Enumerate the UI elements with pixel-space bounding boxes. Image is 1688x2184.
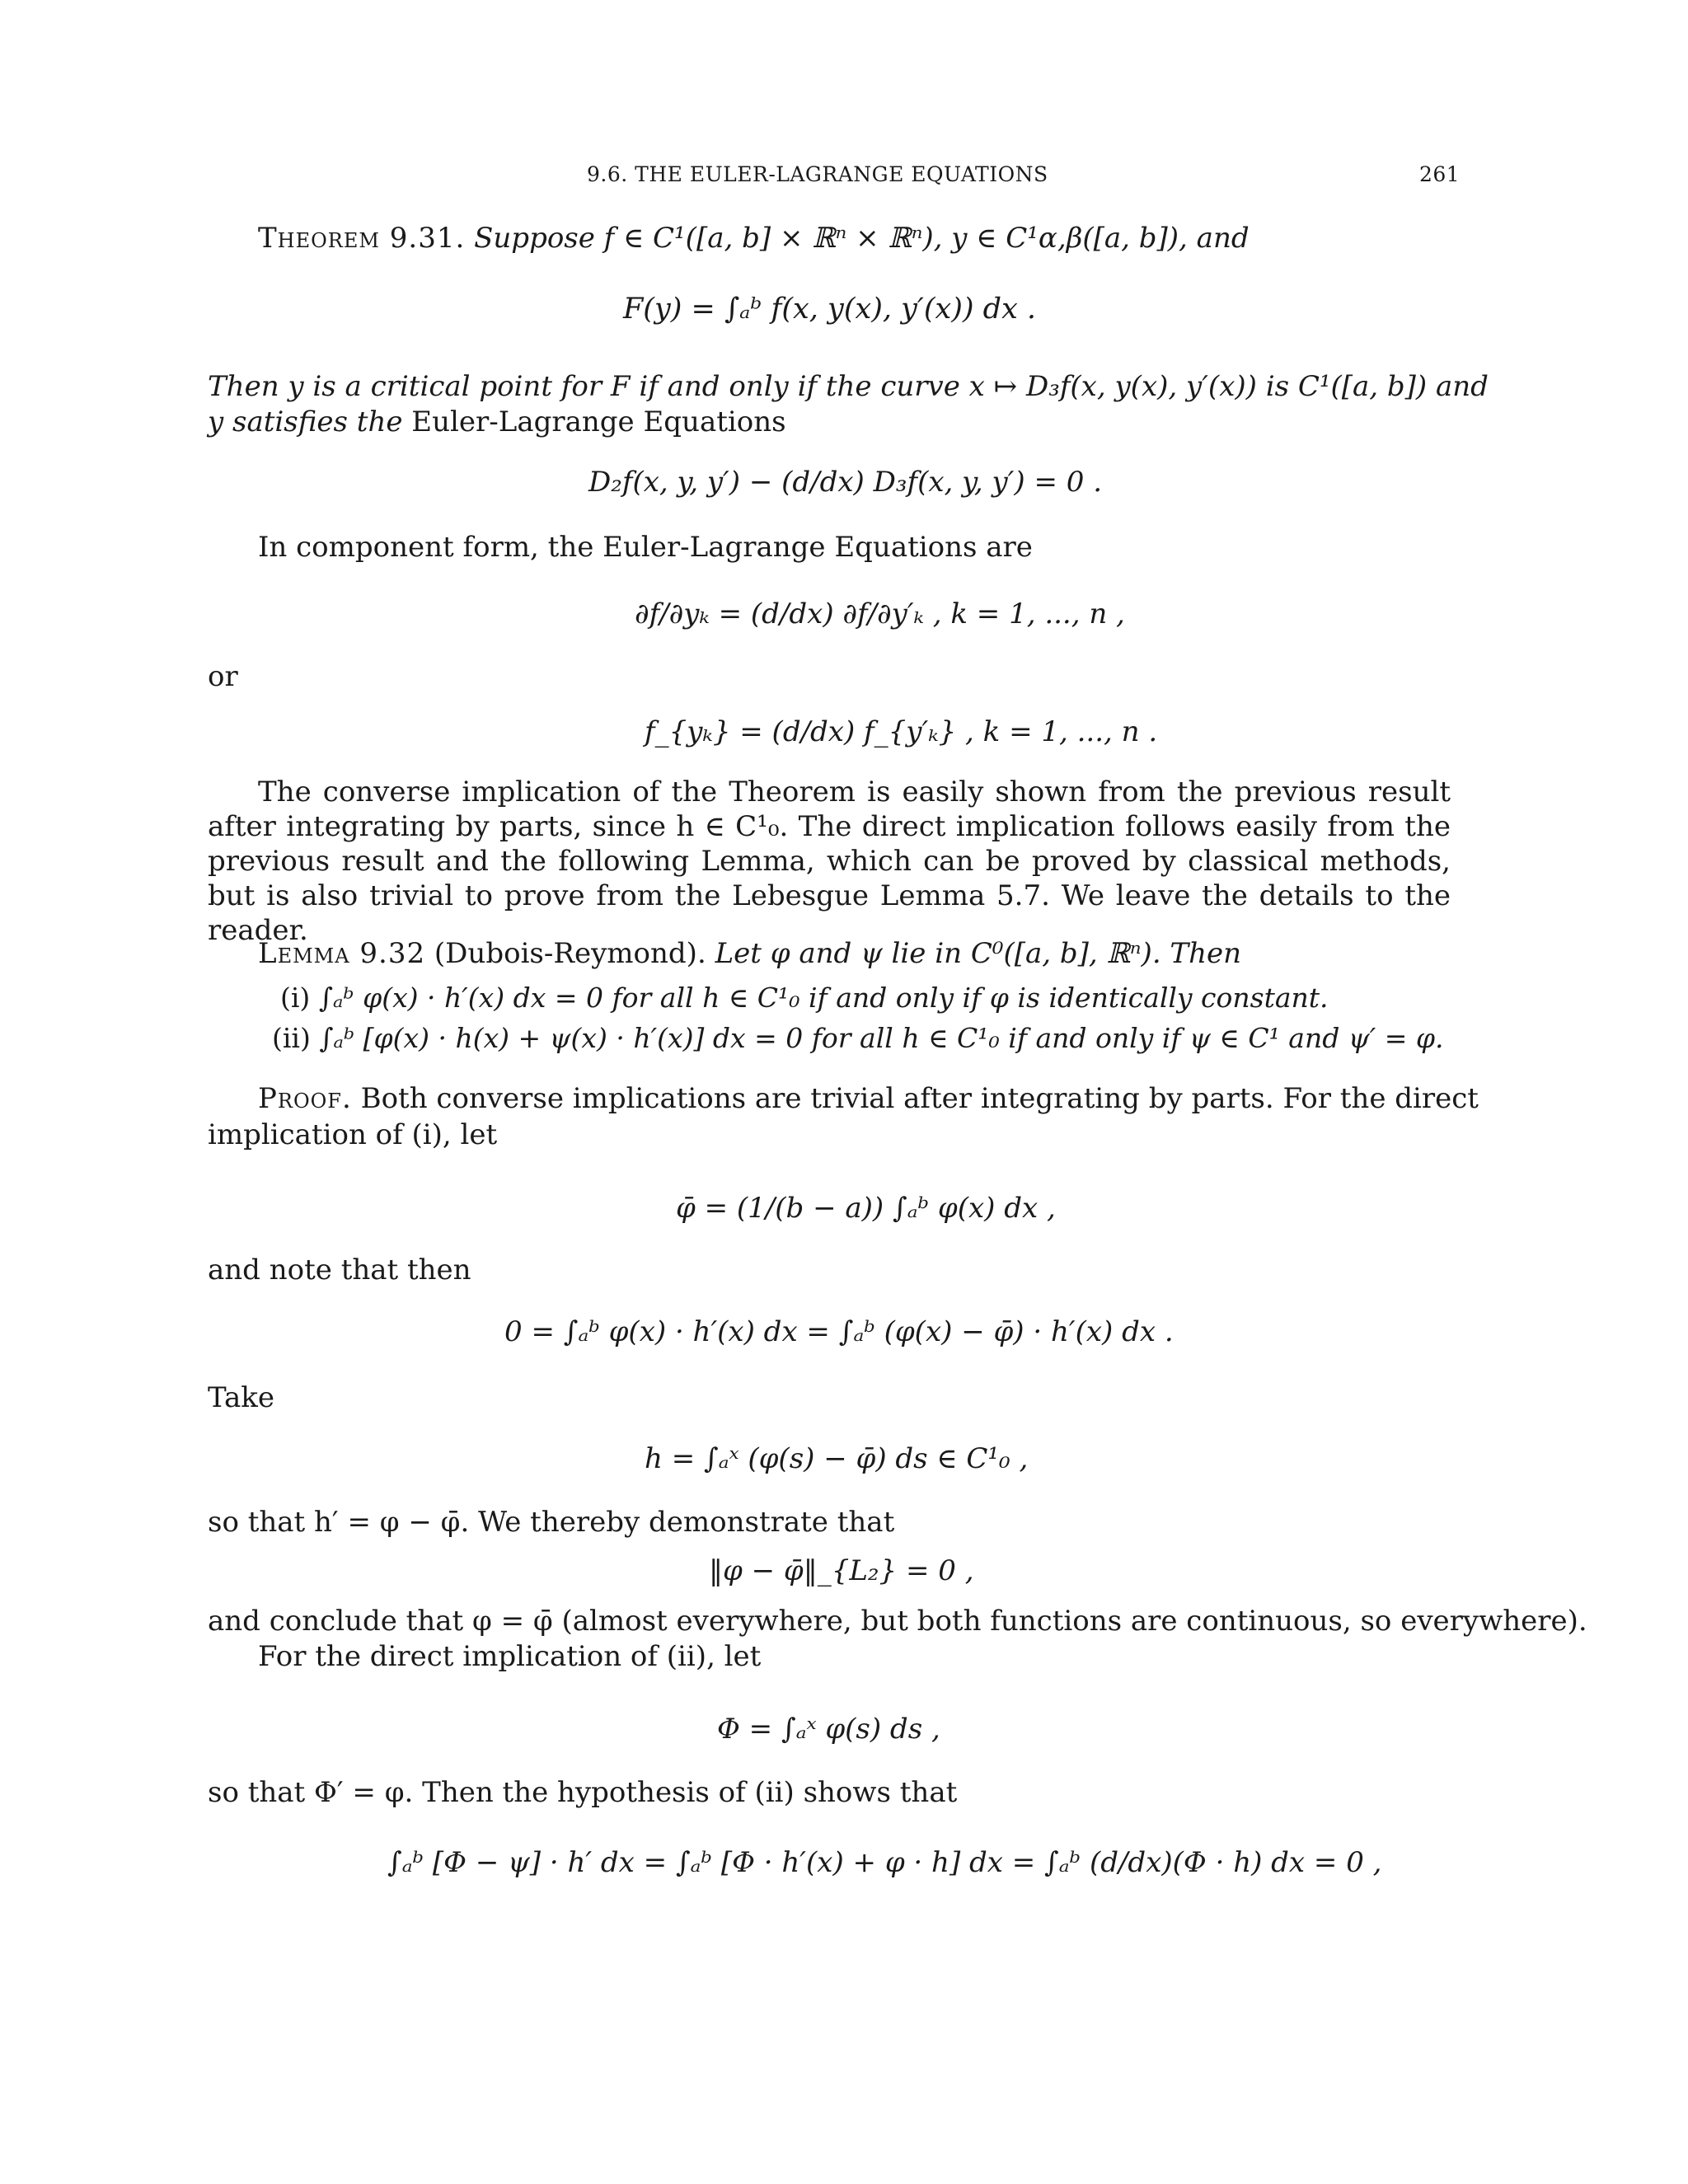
equation-final: ∫ₐᵇ [Φ − ψ] · h′ dx = ∫ₐᵇ [Φ · h′(x) + φ · h] dx = ∫ₐᵇ (d/dx)(Φ · h) dx = 0 , [387, 1846, 1382, 1879]
equation-norm: ‖φ − φ̄‖_{L₂} = 0 , [709, 1554, 974, 1587]
page-number: 261 [1419, 162, 1461, 186]
proof-text-1: Both converse implications are trivial after integrating by parts. For the direct [360, 1082, 1479, 1115]
equation-Phi: Φ = ∫ₐˣ φ(s) ds , [717, 1713, 940, 1746]
equation-h: h = ∫ₐˣ (φ(s) − φ̄) ds ∈ C¹₀ , [645, 1442, 1029, 1475]
theorem-hypothesis: Suppose f ∈ C¹([a, b] × ℝⁿ × ℝⁿ), y ∈ C¹α,β([a, b]), and [474, 222, 1250, 255]
running-header: 9.6. THE EULER-LAGRANGE EQUATIONS [587, 162, 1048, 186]
lemma-item-ii [272, 1022, 1443, 1054]
theorem-conclusion-line1: Then y is a critical point for F if and only if the curve x ↦ D₃f(x, y(x), y′(x)) is C¹([a, b]) and [208, 370, 1489, 403]
take-word: Take [208, 1381, 275, 1414]
theorem-conclusion-term: Euler-Lagrange Equations [411, 405, 786, 438]
so-that-Phi: so that Φ′ = φ. Then the hypothesis of (ii) shows that [208, 1776, 958, 1809]
component-intro: In component form, the Euler-Lagrange Equations are [258, 531, 1033, 564]
proof-label: Proof. [258, 1082, 352, 1115]
lemma-item-ii-label: (ii) [272, 1022, 311, 1054]
theorem-statement [258, 221, 1250, 256]
lemma-label: Lemma 9.32 [258, 937, 426, 970]
theorem-conclusion-line2 [208, 405, 786, 440]
note-then: and note that then [208, 1254, 471, 1286]
direct-ii-line: For the direct implication of (ii), let [258, 1640, 762, 1673]
lemma-item-i-label: (i) [280, 982, 311, 1014]
conclusion-line: and conclude that φ = φ̄ (almost everywhere, but both functions are continuous, so everywhere). [208, 1605, 1587, 1638]
equation-zero: 0 = ∫ₐᵇ φ(x) · h′(x) dx = ∫ₐᵇ (φ(x) − φ̄) · h′(x) dx . [504, 1315, 1174, 1348]
theorem-conclusion-text: y satisfies the [208, 405, 403, 438]
proof-line2: implication of (i), let [208, 1118, 498, 1151]
lemma-name: (Dubois-Reymond). [434, 937, 706, 970]
lemma-item-i-text: ∫ₐᵇ φ(x) · h′(x) dx = 0 for all h ∈ C¹₀ if and only if φ is identically constant. [318, 982, 1329, 1014]
equation-mean: φ̄ = (1/(b − a)) ∫ₐᵇ φ(x) dx , [676, 1192, 1056, 1225]
equation-component-partial: ∂f/∂yₖ = (d/dx) ∂f/∂y′ₖ , k = 1, ..., n , [635, 598, 1125, 630]
or-word: or [208, 660, 238, 693]
lemma-item-ii-text: ∫ₐᵇ [φ(x) · h(x) + ψ(x) · h′(x)] dx = 0 for all h ∈ C¹₀ if and only if ψ ∈ C¹ and ψ′ = φ. [319, 1022, 1444, 1054]
lemma-item-i [280, 982, 1329, 1014]
proof-line1 [258, 1081, 1479, 1117]
equation-functional: F(y) = ∫ₐᵇ f(x, y(x), y′(x)) dx . [623, 293, 1037, 326]
equation-component-subscript: f_{yₖ} = (d/dx) f_{y′ₖ} , k = 1, ..., n . [645, 715, 1158, 748]
theorem-label: Theorem 9.31. [258, 222, 466, 255]
lemma-hypothesis: Let φ and ψ lie in C⁰([a, b], ℝⁿ). Then [715, 937, 1242, 970]
paragraph-converse: The converse implication of the Theorem is easily shown from the previous result after integrating by parts, since h ∈ C¹₀. The direct implication follows easily from the previous result and the following Lemma, which can be proved by classical methods, but is also trivial to prove from the Lebesgue Lemma 5.7. We leave the details to the reader. [208, 776, 1451, 947]
lemma-statement [258, 936, 1241, 972]
so-that-h: so that h′ = φ − φ̄. We thereby demonstrate that [208, 1506, 895, 1539]
equation-euler-lagrange: D₂f(x, y, y′) − (d/dx) D₃f(x, y, y′) = 0 . [588, 466, 1103, 499]
